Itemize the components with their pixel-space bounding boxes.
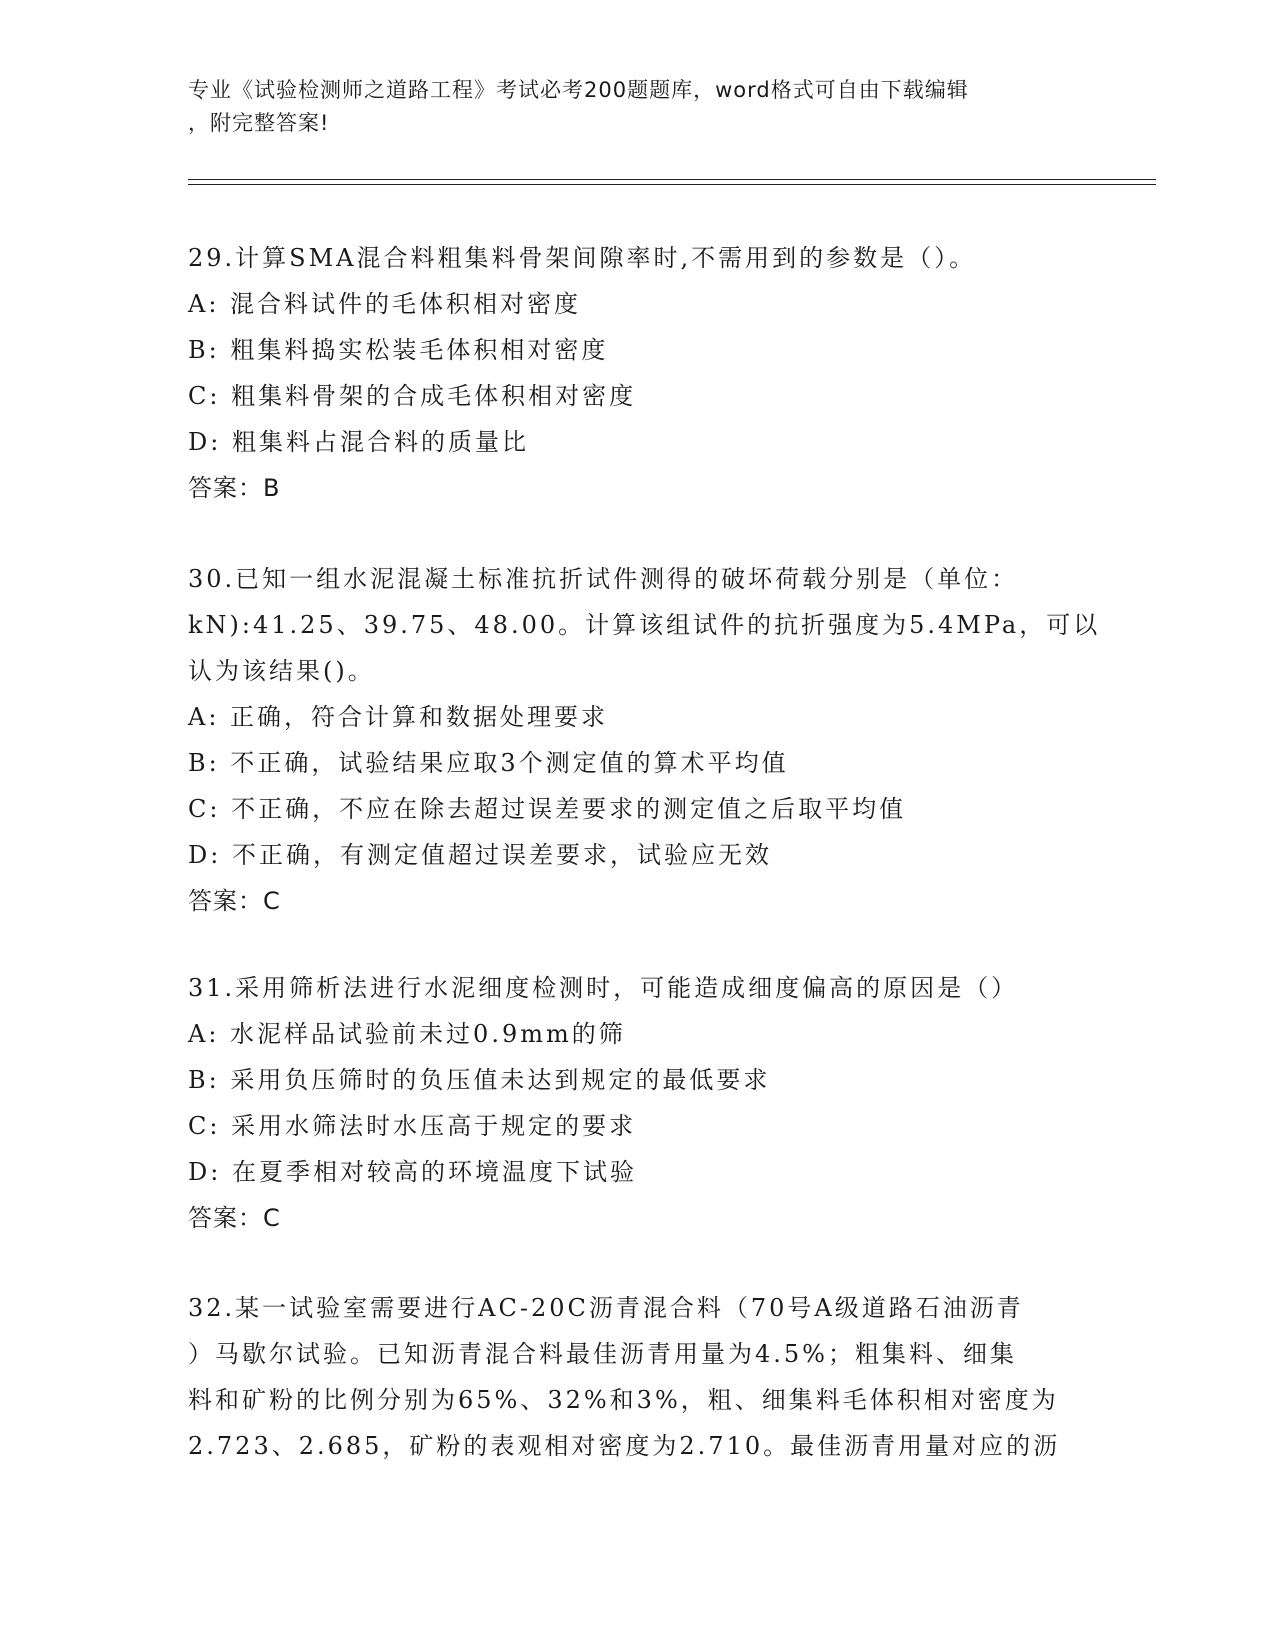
question-stem: 2.723、2.685，矿粉的表观相对密度为2.710。最佳沥青用量对应的沥 <box>188 1432 1061 1460</box>
option-c: C: 不正确，不应在除去超过误差要求的测定值之后取平均值 <box>188 795 907 823</box>
question-stem: 料和矿粉的比例分别为65%、32%和3%，粗、细集料毛体积相对密度为 <box>188 1386 1059 1414</box>
option-b: B: 采用负压筛时的负压值未达到规定的最低要求 <box>188 1066 771 1094</box>
header-title-line-1: 专业《试验检测师之道路工程》考试必考200题题库，word格式可自由下载编辑 <box>188 78 969 102</box>
header-divider-top <box>188 179 1156 180</box>
option-a: A: 水泥样品试验前未过0.9mm的筛 <box>188 1020 626 1048</box>
header-title-line-2: ，附完整答案! <box>188 111 330 135</box>
question-32 <box>188 1285 1088 1469</box>
question-stem: kN):41.25、39.75、48.00。计算该组试件的抗折强度为5.4MPa，可以 <box>188 611 1101 639</box>
option-a: A: 混合料试件的毛体积相对密度 <box>188 290 582 318</box>
option-d: D: 在夏季相对较高的环境温度下试验 <box>188 1158 637 1186</box>
answer-label: 答案：C <box>188 887 281 915</box>
question-stem: 31.采用筛析法进行水泥细度检测时，可能造成细度偏高的原因是（） <box>188 974 1019 1002</box>
question-stem: 认为该结果()。 <box>188 657 375 685</box>
document-header <box>188 74 1078 140</box>
option-d: D: 不正确，有测定值超过误差要求，试验应无效 <box>188 841 772 869</box>
question-stem: 29.计算SMA混合料粗集料骨架间隙率时,不需用到的参数是（）。 <box>188 244 977 272</box>
option-b: B: 不正确，试验结果应取3个测定值的算术平均值 <box>188 749 789 777</box>
answer-label: 答案：C <box>188 1204 281 1232</box>
option-b: B: 粗集料捣实松装毛体积相对密度 <box>188 336 609 364</box>
question-stem: 32.某一试验室需要进行AC-20C沥青混合料（70号A级道路石油沥青 <box>188 1294 1024 1322</box>
question-stem: 30.已知一组水泥混凝土标准抗折试件测得的破坏荷载分别是（单位： <box>188 565 1019 593</box>
answer-label: 答案：B <box>188 474 281 502</box>
option-c: C: 粗集料骨架的合成毛体积相对密度 <box>188 382 637 410</box>
option-a: A: 正确，符合计算和数据处理要求 <box>188 703 609 731</box>
question-stem: ）马歇尔试验。已知沥青混合料最佳沥青用量为4.5%；粗集料、细集 <box>188 1340 1017 1368</box>
question-29 <box>188 235 1088 511</box>
header-divider-bottom <box>188 184 1156 185</box>
option-c: C: 采用水筛法时水压高于规定的要求 <box>188 1112 637 1140</box>
question-31 <box>188 965 1088 1241</box>
question-30 <box>188 556 1101 924</box>
option-d: D: 粗集料占混合料的质量比 <box>188 428 529 456</box>
